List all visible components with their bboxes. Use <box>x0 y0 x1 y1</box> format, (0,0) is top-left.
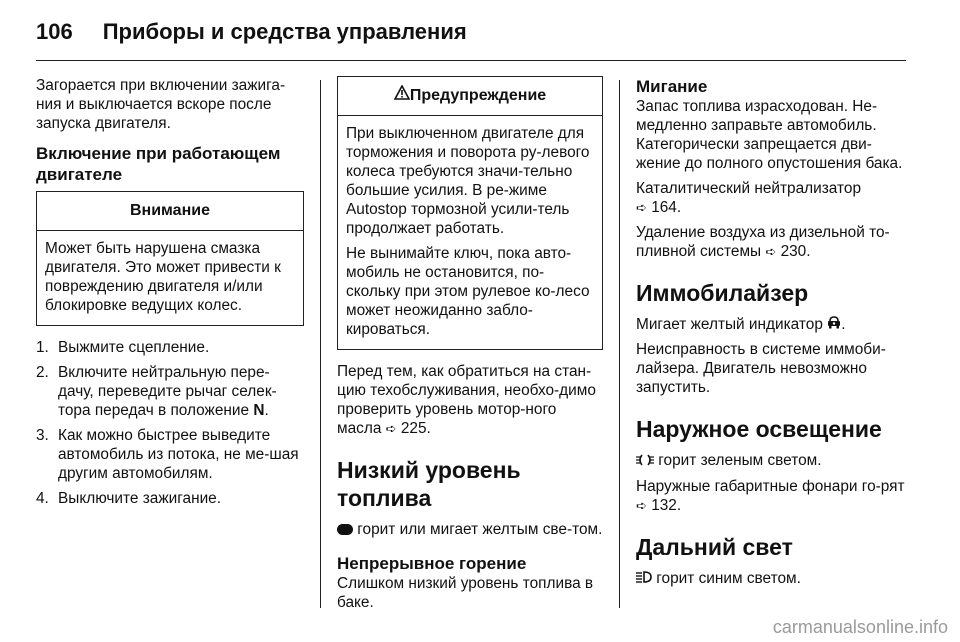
gear-position: N <box>253 402 265 419</box>
warning-paragraph: При выключенном двигателе для торможения и поворота ру-левого колеса требуются значи-тельно большие усилия. В ре-жиме Autostop тормозной усили-тель продолжает работать. <box>346 125 590 237</box>
sentence-end: . <box>426 420 431 437</box>
step-text: Выжмите сцепление. <box>58 339 210 356</box>
sentence-end: . <box>676 496 682 514</box>
page-ref: 164 <box>651 199 677 216</box>
step-number: 4. <box>36 490 49 507</box>
column-divider <box>619 80 620 608</box>
blinking-paragraph: Запас топлива израсходован. Не-медленно заправьте автомобиль. Категорически запрещается дви-жение до полного опустошения бака. <box>636 98 903 172</box>
warning-paragraph: Не вынимайте ключ, пока авто-мобиль не остановится, по-скольку при этом рулевое ко-лесо может неожиданно забло-кироваться. <box>346 245 590 338</box>
page-ref-arrow-icon: ➪ <box>385 421 397 436</box>
page-ref-arrow-icon: ➪ <box>636 200 647 215</box>
warning-title-row <box>338 77 602 116</box>
fuel-paragraph <box>337 520 603 539</box>
section-heading: Дальний свет <box>636 533 793 560</box>
exterior-text: Наружные габаритные фонари го-рят <box>636 477 905 495</box>
step-number: 2. <box>36 364 49 381</box>
warning-title: Предупреждение <box>409 87 547 105</box>
page-ref-arrow-icon: ➪ <box>636 497 647 513</box>
service-paragraph <box>337 362 603 438</box>
steps-list <box>36 338 304 508</box>
header-divider <box>36 60 906 61</box>
side-lights-icon <box>636 452 654 471</box>
sentence-end: . <box>841 316 846 333</box>
exterior-text: горит зеленым светом. <box>654 452 822 470</box>
column-right <box>636 76 908 594</box>
sentence-end: . <box>806 243 811 260</box>
exterior-paragraph <box>636 451 908 470</box>
page-ref-arrow-icon: ➪ <box>765 244 777 259</box>
warning-triangle-icon <box>394 77 410 115</box>
high-beam-paragraph <box>636 569 908 588</box>
steady-paragraph: Слишком низкий уровень топлива в баке. <box>337 575 594 611</box>
list-item <box>36 489 304 508</box>
section-heading: Низкий уровень топлива <box>337 457 521 511</box>
immobilizer-text: Мигает желтый индикатор <box>636 316 828 333</box>
subsection-heading: Непрерывное горение <box>337 554 527 573</box>
section-heading: Иммобилайзер <box>636 280 809 306</box>
notice-box <box>36 191 304 326</box>
sentence-end: . <box>676 199 682 216</box>
step-number: 3. <box>36 427 49 444</box>
intro-paragraph: Загорается при включении зажига-ния и выключается вскоре после запуска двигателя. <box>36 77 286 132</box>
column-middle <box>337 76 603 618</box>
page-title: Приборы и средства управления <box>102 19 467 44</box>
catalyst-paragraph <box>636 179 908 217</box>
step-text: Выключите зажигание. <box>58 490 222 507</box>
page-header <box>36 14 916 50</box>
diesel-text: Удаление воздуха из дизельной то-пливной системы <box>636 224 890 260</box>
high-beam-text: горит синим светом. <box>652 569 801 587</box>
page-ref: 225 <box>400 420 427 437</box>
page-ref: 230 <box>780 243 807 260</box>
immobilizer-paragraph: Неисправность в системе иммоби-лайзера. Двигатель невозможно запустить. <box>636 341 886 397</box>
column-left <box>36 76 304 514</box>
page-ref: 132 <box>651 496 677 514</box>
exterior-paragraph <box>636 477 908 515</box>
section-heading: Включение при работающем двигателе <box>36 144 281 184</box>
watermark: carmanualsonline.info <box>772 617 948 637</box>
list-item <box>36 338 304 357</box>
step-number: 1. <box>36 339 49 356</box>
warning-box <box>337 76 603 350</box>
page-number: 106 <box>36 19 73 44</box>
service-text: Перед тем, как обратиться на стан-цию техобслуживания, необхо-димо проверить уровень мотор-ного масла <box>337 363 596 437</box>
fuel-text: горит или мигает желтым све-том. <box>353 521 603 538</box>
high-beam-icon <box>636 569 652 588</box>
step-text: Включите нейтральную пере-дачу, переведите рычаг селек-тора передач в положение <box>58 364 277 419</box>
column-divider <box>320 80 321 608</box>
diesel-paragraph <box>636 223 908 261</box>
subsection-heading: Мигание <box>636 77 708 96</box>
step-end: . <box>264 402 269 419</box>
list-item <box>36 426 304 483</box>
step-text: Как можно быстрее выведите автомобиль из потока, не ме-шая другим автомобилям. <box>58 427 299 482</box>
notice-title: Внимание <box>37 192 303 231</box>
step-text-wrap <box>58 363 304 420</box>
fuel-indicator-icon <box>337 524 353 535</box>
notice-body: Может быть нарушена смазка двигателя. Это может привести к повреждению двигателя и/или блокировке ведущих колес. <box>45 240 281 314</box>
section-heading: Наружное освещение <box>636 416 882 443</box>
car-lock-icon <box>827 315 841 334</box>
list-item <box>36 363 304 420</box>
catalyst-text: Каталитический нейтрализатор <box>636 180 861 197</box>
immobilizer-paragraph <box>636 315 908 334</box>
